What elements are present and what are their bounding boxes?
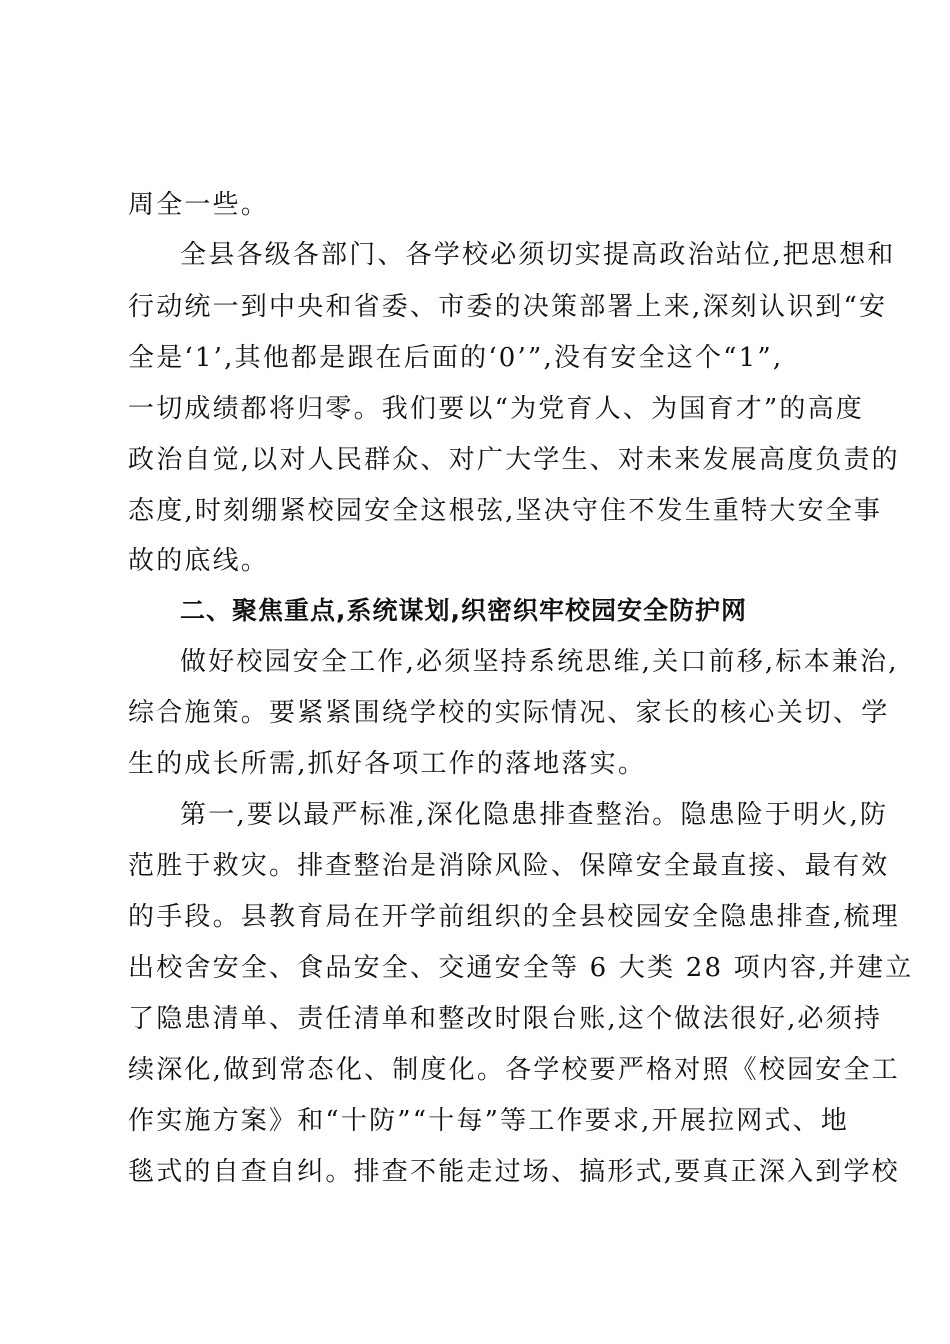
text-line: 政治自觉,以对人民群众、对广大学生、对未来发展高度负责的: [128, 445, 900, 475]
text-line: 毯式的自查自纠。排查不能走过场、搞形式,要真正深入到学校: [128, 1157, 900, 1187]
text-line: 态度,时刻绷紧校园安全这根弦,坚决守住不发生重特大安全事: [128, 496, 883, 526]
text-line: 的手段。县教育局在开学前组织的全县校园安全隐患排查,梳理: [128, 902, 900, 932]
paragraph-start: 全县各级各部门、各学校必须切实提高政治站位,把思想和: [180, 240, 896, 270]
text-line: 续深化,做到常态化、制度化。各学校要严格对照《校园安全工: [128, 1055, 900, 1085]
text-line: 一切成绩都将归零。我们要以“为党育人、为国育才”的高度: [128, 394, 864, 424]
text-line: 行动统一到中央和省委、市委的决策部署上来,深刻认识到“安: [128, 292, 888, 322]
text-line: 生的成长所需,抓好各项工作的落地落实。: [128, 749, 647, 779]
text-line: 出校舍安全、食品安全、交通安全等 6 大类 28 项内容,并建立: [128, 953, 914, 983]
text-line: 综合施策。要紧紧围绕学校的实际情况、家长的核心关切、学: [128, 698, 890, 728]
text-line: 范胜于救灾。排查整治是消除风险、保障安全最直接、最有效: [128, 851, 890, 881]
text-line: 全是‘1’,其他都是跟在后面的‘0’”,没有安全这个“1”,: [128, 343, 784, 373]
text-line: 故的底线。: [128, 546, 270, 576]
section-heading: 二、聚焦重点,系统谋划,织密织牢校园安全防护网: [180, 596, 747, 625]
text-line: 周全一些。: [128, 190, 270, 220]
paragraph-start: 做好校园安全工作,必须坚持系统思维,关口前移,标本兼治,: [180, 647, 899, 677]
text-line: 作实施方案》和“十防”“十每”等工作要求,开展拉网式、地: [128, 1106, 850, 1136]
text-line: 了隐患清单、责任清单和整改时限台账,这个做法很好,必须持: [128, 1004, 883, 1034]
paragraph-start: 第一,要以最严标准,深化隐患排查整治。隐患险于明火,防: [180, 800, 889, 830]
